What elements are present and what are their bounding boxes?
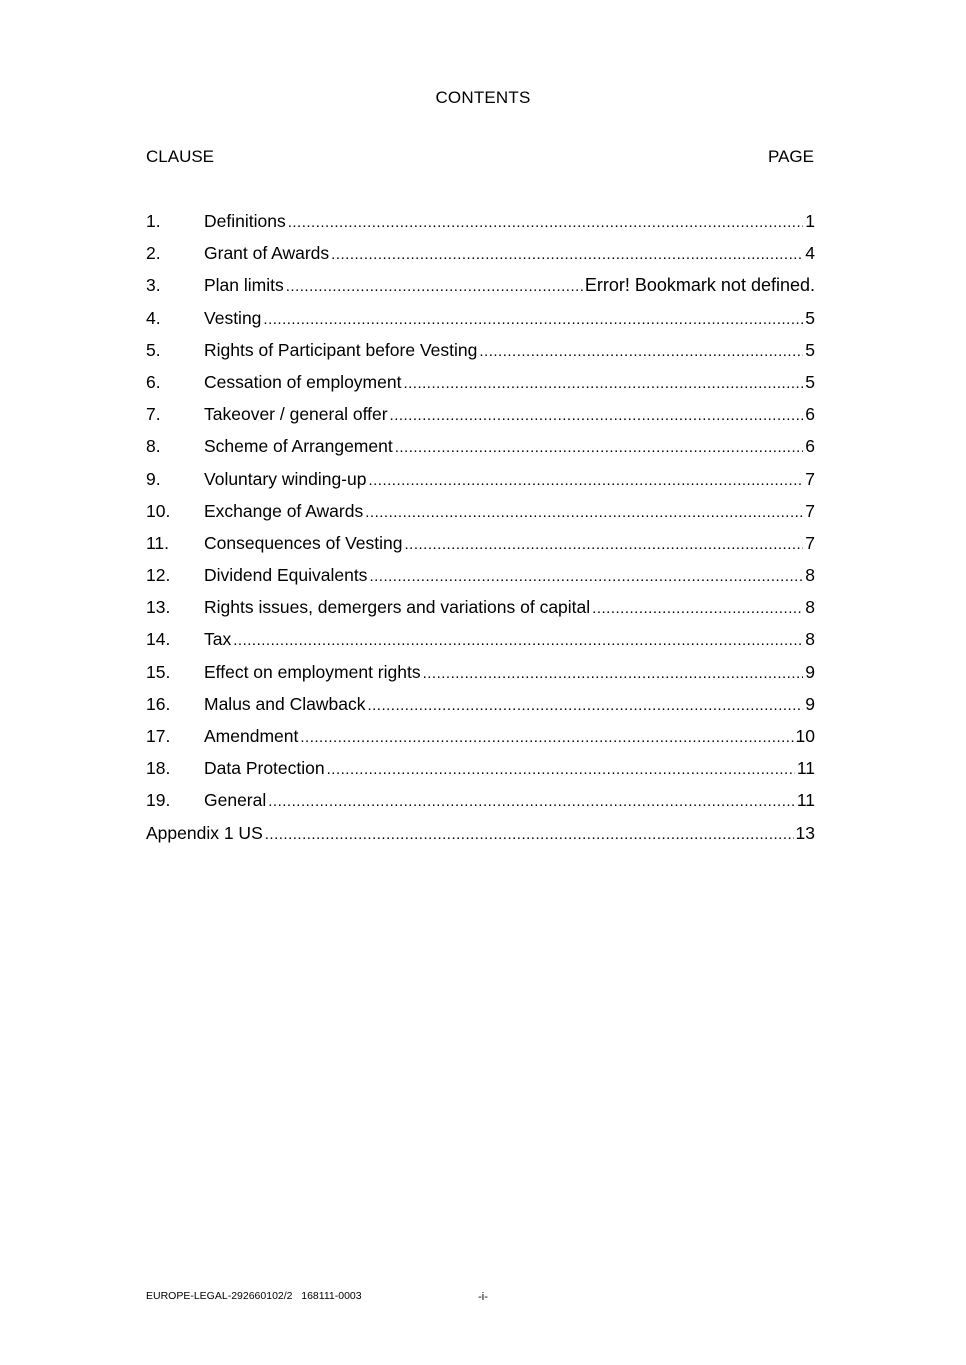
toc-entry-title[interactable]: Exchange of Awards [204,500,364,521]
toc-entry-title[interactable]: Rights of Participant before Vesting [204,339,478,360]
toc-entry-voluntary-winding-up[interactable] [146,463,815,495]
toc-entry-number: 2. [146,243,161,264]
toc-entry-number: 1. [146,211,161,231]
toc-entry-page-error[interactable]: Error! Bookmark not defined. [584,275,815,296]
dot-leader [423,658,804,690]
toc-entry-tax[interactable] [146,623,815,655]
toc-entry-title[interactable]: Amendment [204,726,299,746]
toc-entry-amendment[interactable] [146,720,815,752]
toc-entry-title[interactable]: Dividend Equivalents [204,565,368,586]
dot-leader [288,207,804,239]
toc-entry-rights-before-vesting[interactable] [146,334,815,366]
toc-entry-definitions[interactable] [146,205,815,237]
table-of-contents [146,205,815,849]
toc-entry-number: 6. [146,371,161,392]
toc-entry-exchange-of-awards[interactable] [146,495,815,527]
toc-entry-vesting[interactable] [146,302,815,334]
toc-entry-page[interactable]: 13 [795,822,815,843]
toc-entry-cessation-of-employment[interactable] [146,366,815,398]
toc-entry-page[interactable]: 11 [796,790,815,811]
toc-entry-page[interactable]: 8 [805,597,815,618]
dot-leader [367,690,803,722]
toc-entry-number: 18. [146,758,171,779]
dot-leader [265,819,794,851]
toc-entry-page[interactable]: 6 [805,404,815,425]
dot-leader [404,529,803,561]
toc-entry-title[interactable]: Rights issues, demergers and variations of capital [204,597,591,618]
dot-leader [327,754,795,786]
toc-entry-number: 11. [146,532,170,553]
toc-entry-page[interactable]: 8 [805,565,815,586]
toc-entry-scheme-of-arrangement[interactable] [146,430,815,462]
toc-entry-number: 12. [146,565,171,586]
dot-leader [403,368,803,400]
toc-entry-page[interactable]: 8 [805,629,815,650]
toc-entry-number: 5. [146,339,161,360]
toc-entry-title[interactable]: Effect on employment rights [204,661,421,682]
toc-entry-number: 7. [146,404,161,425]
toc-entry-title[interactable]: Voluntary winding-up [204,468,367,489]
document-reference: EUROPE-LEGAL-292660102/2 168111-0003 [146,1290,362,1302]
page-column-header: PAGE [768,147,814,166]
dot-leader [395,432,804,464]
toc-entry-takeover[interactable] [146,398,815,430]
toc-entry-number: 9. [146,468,161,489]
dot-leader [368,465,803,497]
toc-entry-malus-and-clawback[interactable] [146,688,815,720]
toc-entry-dividend-equivalents[interactable] [146,559,815,591]
toc-entry-grant-of-awards[interactable] [146,237,815,269]
toc-entry-plan-limits[interactable] [146,269,815,301]
toc-entry-page[interactable]: 11 [796,758,815,779]
toc-entry-title[interactable]: Cessation of employment [204,371,402,392]
toc-entry-title[interactable]: Malus and Clawback [204,693,366,714]
toc-entry-title[interactable]: General [204,790,267,811]
toc-entry-title[interactable]: Plan limits [204,275,284,296]
toc-entry-page[interactable]: 7 [805,500,815,521]
toc-entry-consequences-of-vesting[interactable] [146,527,815,559]
dot-leader [286,271,583,303]
toc-entry-title[interactable]: Definitions [204,211,286,231]
toc-entry-page[interactable]: 9 [805,693,815,714]
dot-leader [365,497,803,529]
toc-entry-title[interactable]: Data Protection [204,758,325,779]
toc-entry-page[interactable]: 5 [805,371,815,392]
dot-leader [233,625,803,657]
toc-entry-number: 16. [146,693,171,714]
toc-entry-page[interactable]: 10 [795,726,815,746]
toc-entry-title[interactable]: Vesting [204,307,262,328]
toc-entry-title[interactable]: Tax [204,629,232,650]
toc-entry-number: 19. [146,790,171,811]
toc-entry-title[interactable]: Scheme of Arrangement [204,436,393,457]
toc-entry-general[interactable] [146,784,815,816]
toc-entry-number: 8. [146,436,161,457]
toc-entry-number: 3. [146,275,161,296]
dot-leader [268,786,795,818]
clause-column-header: CLAUSE [146,147,215,166]
toc-entry-page[interactable]: 1 [805,211,815,231]
toc-entry-title[interactable]: Grant of Awards [204,243,330,264]
toc-entry-data-protection[interactable] [146,752,815,784]
toc-entry-number: 13. [146,597,171,618]
dot-leader [390,400,804,432]
dot-leader [479,336,803,368]
toc-entry-page[interactable]: 9 [805,661,815,682]
toc-entry-page[interactable]: 7 [805,532,815,553]
toc-entry-title[interactable]: Appendix 1 US [146,822,263,843]
toc-entry-page[interactable]: 4 [805,243,815,264]
toc-entry-title[interactable]: Takeover / general offer [204,404,388,425]
toc-entry-appendix-1-us[interactable] [146,817,815,849]
toc-entry-page[interactable]: 6 [805,436,815,457]
toc-entry-page[interactable]: 5 [805,339,815,360]
dot-leader [300,722,793,754]
toc-entry-number: 4. [146,307,161,328]
toc-entry-page[interactable]: 7 [805,468,815,489]
dot-leader [331,239,803,271]
toc-entry-number: 17. [146,726,171,746]
toc-entry-effect-on-employment-rights[interactable] [146,656,815,688]
page-number: -i- [478,1291,488,1303]
toc-entry-page[interactable]: 5 [805,307,815,328]
toc-entry-number: 15. [146,661,171,682]
toc-entry-number: 14. [146,629,171,650]
page-title: CONTENTS [435,88,531,107]
toc-entry-title[interactable]: Consequences of Vesting [204,532,403,553]
toc-entry-rights-issues[interactable] [146,591,815,623]
dot-leader [592,593,803,625]
dot-leader [263,304,803,336]
dot-leader [369,561,803,593]
toc-entry-number: 10. [146,500,171,521]
